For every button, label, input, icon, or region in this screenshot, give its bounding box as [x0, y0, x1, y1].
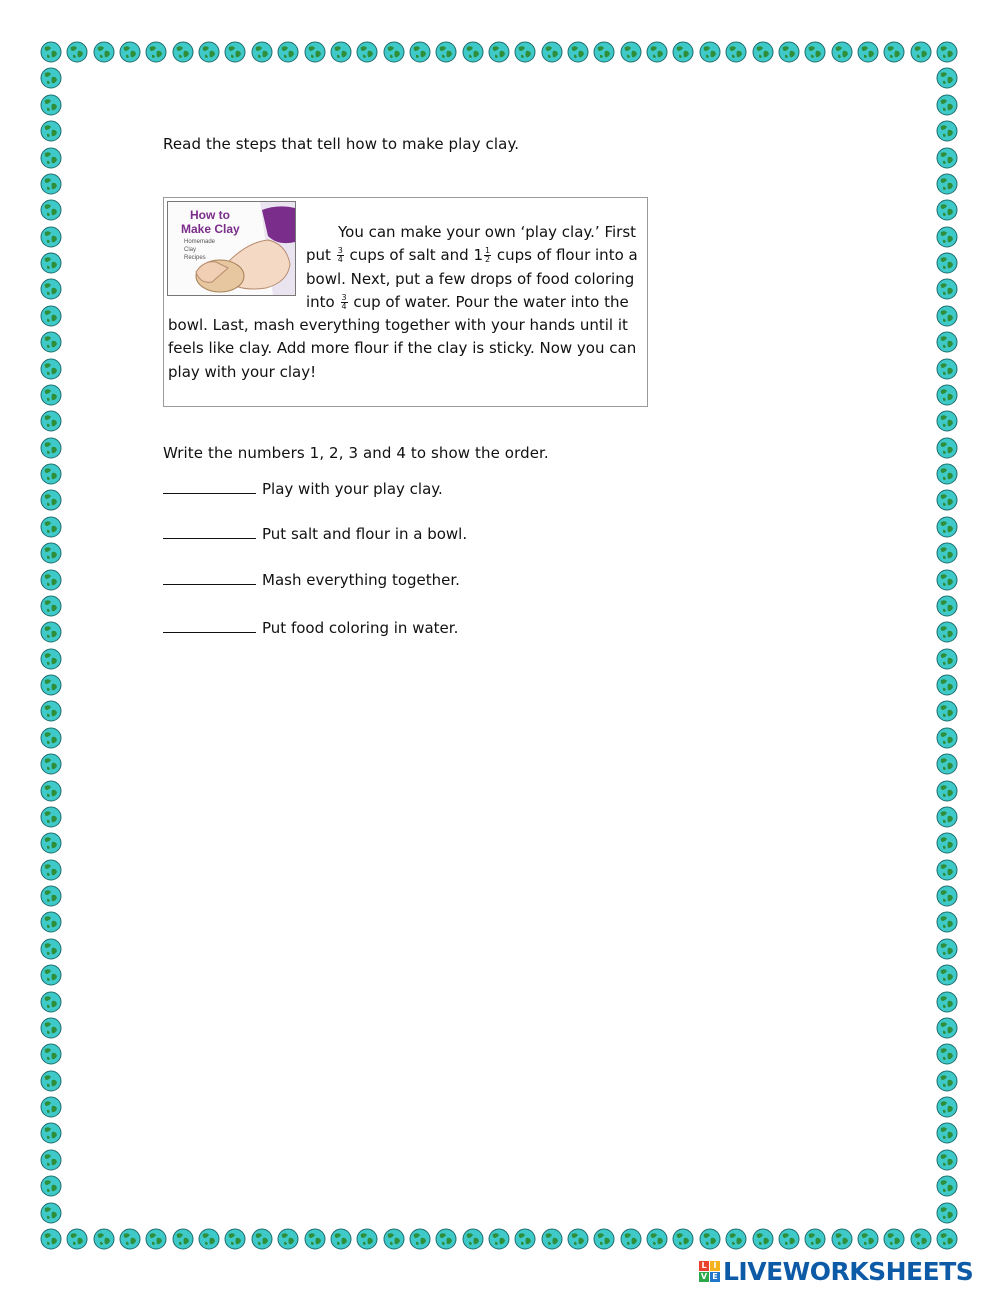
globe-icon [251, 41, 273, 63]
globe-icon [883, 1228, 905, 1250]
globe-icon [936, 120, 958, 142]
globe-icon [936, 1228, 958, 1250]
globe-icon [936, 938, 958, 960]
globe-icon [40, 437, 62, 459]
globe-icon [40, 648, 62, 670]
globe-icon [40, 516, 62, 538]
globe-icon [778, 41, 800, 63]
globe-icon [40, 964, 62, 986]
globe-icon [936, 1043, 958, 1065]
globe-icon [462, 41, 484, 63]
globe-icon [936, 964, 958, 986]
globe-icon [40, 173, 62, 195]
globe-icon [567, 1228, 589, 1250]
globe-icon [936, 67, 958, 89]
globe-icon [40, 885, 62, 907]
globe-icon [620, 41, 642, 63]
globe-icon [40, 753, 62, 775]
step-row [163, 570, 460, 589]
book-subtitle-line2: Clay [184, 247, 197, 253]
globe-icon [936, 674, 958, 696]
globe-icon [725, 1228, 747, 1250]
globe-icon [672, 41, 694, 63]
globe-icon [936, 1122, 958, 1144]
globe-icon [145, 41, 167, 63]
globe-icon [936, 410, 958, 432]
globe-icon [66, 1228, 88, 1250]
globe-icon [383, 1228, 405, 1250]
globe-icon [409, 1228, 431, 1250]
globe-icon [40, 1070, 62, 1092]
globe-icon [936, 700, 958, 722]
globe-icon [646, 41, 668, 63]
globe-icon [936, 859, 958, 881]
globe-icon [936, 305, 958, 327]
globe-icon [40, 489, 62, 511]
globe-icon [488, 41, 510, 63]
globe-icon [40, 147, 62, 169]
globe-icon [40, 595, 62, 617]
globe-icon [356, 41, 378, 63]
globe-icon [172, 1228, 194, 1250]
globe-icon [752, 1228, 774, 1250]
globe-icon [66, 41, 88, 63]
globe-icon [40, 94, 62, 116]
globe-icon [857, 1228, 879, 1250]
globe-icon [936, 1175, 958, 1197]
globe-icon [304, 41, 326, 63]
instruction-order: Write the numbers 1, 2, 3 and 4 to show the order. [163, 444, 549, 462]
globe-icon [725, 41, 747, 63]
globe-icon [936, 358, 958, 380]
globe-icon [936, 1070, 958, 1092]
globe-icon [620, 1228, 642, 1250]
globe-icon [936, 1149, 958, 1171]
globe-icon [514, 41, 536, 63]
globe-icon [672, 1228, 694, 1250]
globe-icon [541, 1228, 563, 1250]
globe-icon [40, 67, 62, 89]
story-paragraph: You can make your own ‘play clay.’ First put $\frac{3}{4}$ cups of salt and 1 $\frac{1}{2}$ cups of flour into a bowl. Next, put a few drops of food coloring into $\frac{3}{4}$ cup of water. Pour the water into the bowl. Last, mash everything together with your hands until it feels like clay. Add more flour if the clay is sticky. Now you can play with your clay! [168, 223, 638, 381]
globe-icon [224, 41, 246, 63]
globe-icon [172, 41, 194, 63]
globe-icon [936, 542, 958, 564]
globe-icon [40, 700, 62, 722]
book-subtitle-line1: Homemade [184, 239, 216, 245]
globe-icon [936, 199, 958, 221]
step-row [163, 479, 443, 498]
globe-icon [936, 516, 958, 538]
globe-icon [40, 911, 62, 933]
globe-icon [40, 806, 62, 828]
globe-icon [93, 41, 115, 63]
globe-icon [119, 1228, 141, 1250]
globe-icon [40, 569, 62, 591]
globe-icon [936, 806, 958, 828]
globe-icon [804, 1228, 826, 1250]
globe-icon [40, 1043, 62, 1065]
step-text: Play with your play clay. [262, 480, 443, 498]
globe-icon [752, 41, 774, 63]
globe-icon [936, 595, 958, 617]
globe-icon [40, 542, 62, 564]
globe-icon [40, 859, 62, 881]
globe-icon [936, 94, 958, 116]
globe-icon [936, 331, 958, 353]
globe-icon [251, 1228, 273, 1250]
logo-text: LIVEWORKSHEETS [723, 1256, 974, 1286]
globe-icon [224, 1228, 246, 1250]
book-title-line2: Make Clay [181, 222, 240, 236]
globe-icon [40, 727, 62, 749]
globe-icon [40, 41, 62, 63]
globe-icon [936, 384, 958, 406]
globe-icon [936, 911, 958, 933]
globe-icon [488, 1228, 510, 1250]
globe-icon [277, 41, 299, 63]
fraction-three-quarters: $\frac{3}{4}$ [337, 246, 343, 265]
globe-icon [567, 41, 589, 63]
globe-icon [40, 358, 62, 380]
globe-icon [857, 41, 879, 63]
globe-icon [778, 1228, 800, 1250]
answer-blank[interactable] [163, 479, 256, 494]
globe-icon [40, 780, 62, 802]
globe-icon [330, 41, 352, 63]
instruction-read: Read the steps that tell how to make play clay. [163, 135, 520, 153]
globe-icon [356, 1228, 378, 1250]
globe-icon [936, 463, 958, 485]
globe-icon [936, 437, 958, 459]
globe-icon [93, 1228, 115, 1250]
fraction-one-half: $\frac{1}{2}$ [485, 246, 491, 265]
globe-icon [40, 674, 62, 696]
globe-icon [145, 1228, 167, 1250]
globe-icon [435, 1228, 457, 1250]
globe-icon [40, 1149, 62, 1171]
globe-icon [198, 41, 220, 63]
globe-icon [593, 41, 615, 63]
globe-icon [936, 41, 958, 63]
globe-icon [936, 753, 958, 775]
globe-icon [198, 1228, 220, 1250]
globe-icon [40, 226, 62, 248]
globe-icon [40, 991, 62, 1013]
fraction-three-quarters: $\frac{3}{4}$ [341, 292, 347, 311]
globe-icon [593, 1228, 615, 1250]
globe-icon [435, 41, 457, 63]
globe-icon [40, 410, 62, 432]
globe-icon [40, 1017, 62, 1039]
globe-icon [304, 1228, 326, 1250]
globe-icon [409, 41, 431, 63]
globe-icon [462, 1228, 484, 1250]
liveworksheets-logo[interactable] [699, 1257, 973, 1285]
globe-icon [936, 648, 958, 670]
globe-icon [936, 1096, 958, 1118]
step-text: Put salt and flour in a bowl. [262, 525, 468, 543]
globe-icon [383, 41, 405, 63]
step-row [163, 524, 467, 543]
globe-icon [936, 489, 958, 511]
globe-icon [699, 41, 721, 63]
step-text: Put food coloring in water. [262, 619, 459, 637]
globe-icon [40, 199, 62, 221]
globe-icon [936, 569, 958, 591]
globe-icon [831, 41, 853, 63]
globe-icon [40, 1096, 62, 1118]
answer-blank[interactable] [163, 570, 256, 585]
globe-icon [936, 1202, 958, 1224]
globe-icon [883, 41, 905, 63]
globe-icon [936, 1017, 958, 1039]
book-title-line1: How to [190, 208, 230, 222]
globe-icon [330, 1228, 352, 1250]
globe-icon [831, 1228, 853, 1250]
globe-icon [936, 727, 958, 749]
globe-icon [936, 885, 958, 907]
globe-icon [40, 252, 62, 274]
globe-icon [40, 832, 62, 854]
globe-icon [936, 252, 958, 274]
globe-icon [910, 41, 932, 63]
globe-icon [514, 1228, 536, 1250]
globe-icon [277, 1228, 299, 1250]
globe-icon [40, 278, 62, 300]
globe-icon [40, 621, 62, 643]
globe-icon [40, 463, 62, 485]
answer-blank[interactable] [163, 618, 256, 633]
globe-icon [40, 1175, 62, 1197]
globe-icon [40, 305, 62, 327]
globe-icon [40, 1202, 62, 1224]
globe-icon [936, 173, 958, 195]
globe-icon [936, 780, 958, 802]
globe-icon [40, 1228, 62, 1250]
globe-icon [119, 41, 141, 63]
step-text: Mash everything together. [262, 571, 460, 589]
answer-blank[interactable] [163, 524, 256, 539]
globe-icon [936, 832, 958, 854]
globe-icon [40, 120, 62, 142]
globe-icon [936, 147, 958, 169]
book-subtitle-line3: Recipes [184, 255, 206, 261]
globe-icon [541, 41, 563, 63]
globe-icon [936, 226, 958, 248]
globe-icon [936, 621, 958, 643]
globe-icon [40, 384, 62, 406]
step-row [163, 618, 458, 637]
globe-icon [936, 991, 958, 1013]
story-box [163, 197, 648, 407]
globe-icon [804, 41, 826, 63]
globe-icon [910, 1228, 932, 1250]
globe-icon [40, 331, 62, 353]
globe-icon [40, 1122, 62, 1144]
globe-icon [936, 278, 958, 300]
globe-icon [40, 938, 62, 960]
globe-icon [699, 1228, 721, 1250]
globe-icon [646, 1228, 668, 1250]
live-icon: L I V E [699, 1261, 720, 1282]
